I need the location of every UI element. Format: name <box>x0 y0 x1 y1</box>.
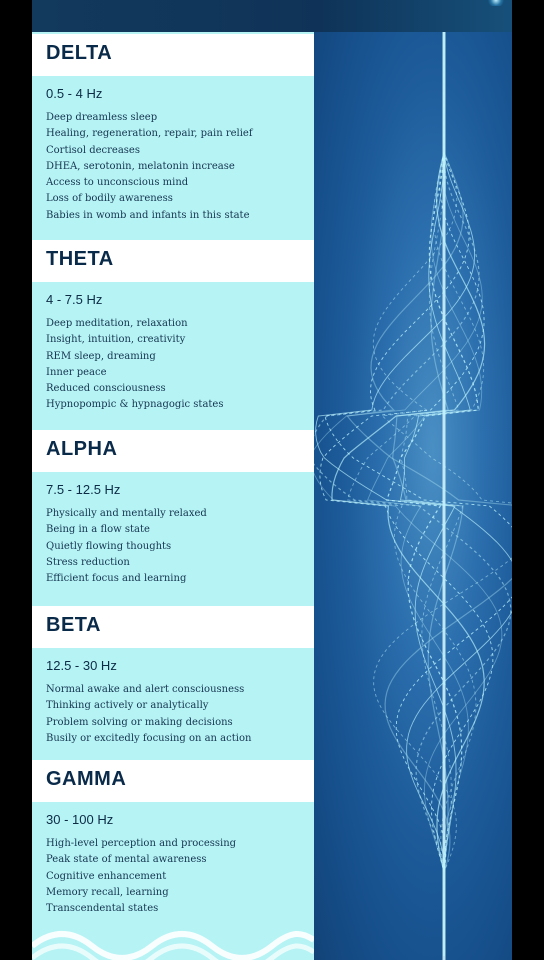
list-item: Inner peace <box>46 366 107 378</box>
list-item: Loss of bodily awareness <box>46 193 173 205</box>
list-item: Access to unconscious mind <box>46 177 189 189</box>
section-header-band <box>32 240 314 282</box>
effects-list <box>46 316 223 414</box>
section-delta <box>32 34 314 240</box>
list-item: Reduced consciousness <box>46 383 166 395</box>
brainwave-list-panel <box>32 32 314 960</box>
frequency-range: 12.5 - 30 Hz <box>46 658 117 673</box>
list-item: Cortisol decreases <box>46 144 140 156</box>
effects-list <box>46 682 251 747</box>
wave-line <box>401 32 471 956</box>
list-item: Quietly flowing thoughts <box>46 540 172 552</box>
top-bar <box>32 0 512 32</box>
list-item: Healing, regeneration, repair, pain relief <box>46 128 253 140</box>
section-title: BETA <box>46 614 101 636</box>
list-item: Efficient focus and learning <box>46 573 187 585</box>
wave-line <box>332 32 485 956</box>
decorative-wave <box>32 924 314 960</box>
glow-spot <box>486 0 506 6</box>
list-item: Problem solving or making decisions <box>46 716 233 728</box>
section-header-band <box>32 34 314 76</box>
list-item: REM sleep, dreaming <box>46 350 156 362</box>
wave-line <box>387 32 479 956</box>
list-item: Normal awake and alert consciousness <box>46 684 245 695</box>
sine-wave-illustration <box>314 32 512 960</box>
section-header-band <box>32 606 314 648</box>
effects-list <box>46 110 253 224</box>
section-title: THETA <box>46 248 114 270</box>
list-item: Physically and mentally relaxed <box>46 508 207 519</box>
brainwave-artwork <box>314 32 512 960</box>
frequency-range: 4 - 7.5 Hz <box>46 292 103 307</box>
section-theta <box>32 240 314 430</box>
list-item: Hypnopompic & hypnagogic states <box>46 399 224 411</box>
wave-line <box>401 32 463 956</box>
frequency-range: 0.5 - 4 Hz <box>46 86 103 101</box>
section-title: DELTA <box>46 42 113 64</box>
list-item: Peak state of mental awareness <box>46 854 207 866</box>
wave-line <box>314 32 502 956</box>
list-item: Busily or excitedly focusing on an action <box>46 732 252 744</box>
section-alpha <box>32 430 314 606</box>
list-item: Deep meditation, relaxation <box>46 318 188 329</box>
list-item: Deep dreamless sleep <box>46 112 158 123</box>
section-title: ALPHA <box>46 438 118 460</box>
list-item: Being in a flow state <box>46 524 150 536</box>
wave-line <box>320 32 493 956</box>
wave-line <box>314 32 511 956</box>
section-header-band <box>32 760 314 802</box>
section-header-band <box>32 430 314 472</box>
effects-list <box>46 836 236 917</box>
list-item: High-level perception and processing <box>46 838 237 849</box>
wave-line <box>348 32 484 956</box>
list-item: Thinking actively or analytically <box>46 700 209 712</box>
wave-line <box>347 32 512 956</box>
brainwave-poster <box>32 0 512 960</box>
list-item: Cognitive enhancement <box>46 870 167 882</box>
wave-line <box>325 32 512 956</box>
frequency-range: 7.5 - 12.5 Hz <box>46 482 121 497</box>
list-item: Insight, intuition, creativity <box>46 334 186 346</box>
section-title: GAMMA <box>46 768 127 790</box>
list-item: DHEA, serotonin, melatonin increase <box>46 160 235 172</box>
list-item: Memory recall, learning <box>46 886 169 898</box>
frequency-range: 30 - 100 Hz <box>46 812 114 827</box>
list-item: Transcendental states <box>46 903 159 915</box>
wave-line <box>368 32 482 956</box>
list-item: Babies in womb and infants in this state <box>46 209 250 221</box>
section-beta <box>32 606 314 760</box>
effects-list <box>46 506 207 587</box>
list-item: Stress reduction <box>46 556 130 568</box>
